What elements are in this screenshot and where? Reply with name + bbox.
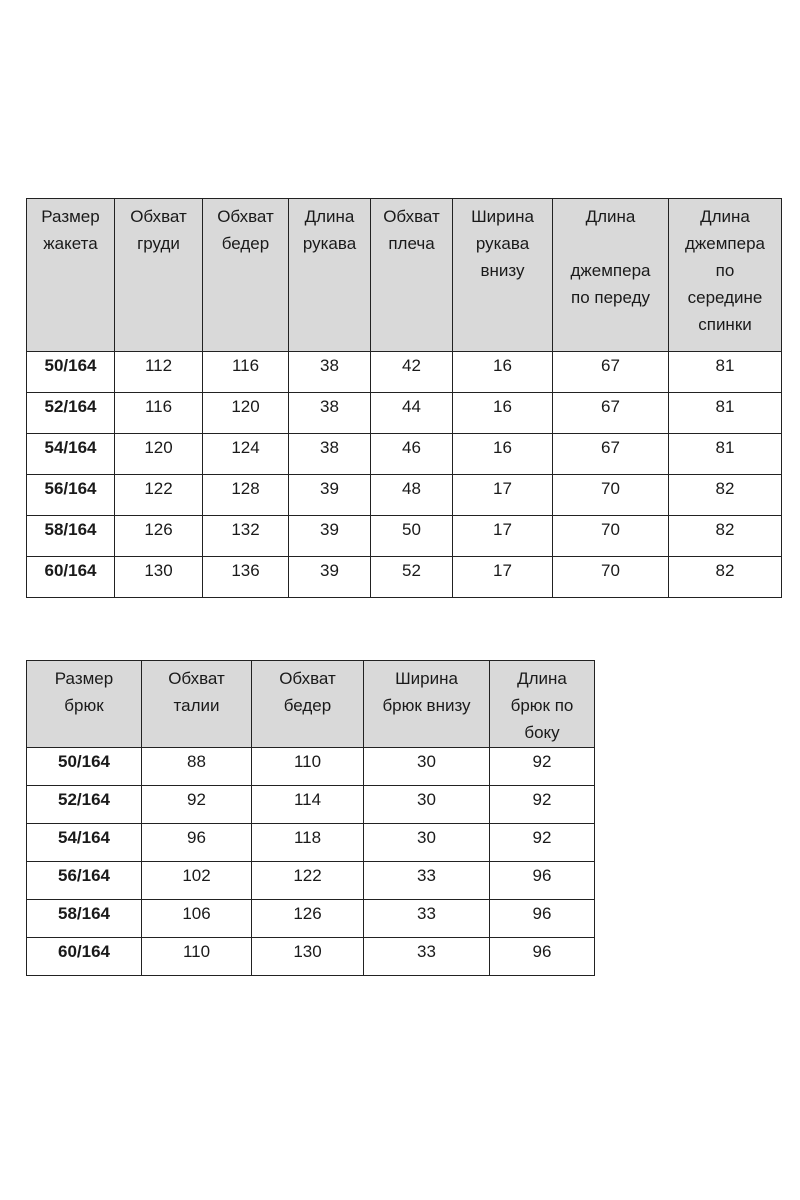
table-cell: 16 xyxy=(453,393,553,434)
table-cell: 52 xyxy=(371,557,453,598)
table-cell: 39 xyxy=(289,475,371,516)
table-cell: 16 xyxy=(453,352,553,393)
table-cell: 81 xyxy=(669,352,782,393)
table-row xyxy=(27,475,782,516)
table-row xyxy=(27,900,595,938)
table-cell: 39 xyxy=(289,516,371,557)
size-cell: 58/164 xyxy=(27,900,142,938)
table-cell: 130 xyxy=(115,557,203,598)
table-cell: 33 xyxy=(364,900,490,938)
table-row xyxy=(27,393,782,434)
table-cell: 96 xyxy=(490,862,595,900)
table-cell: 96 xyxy=(490,900,595,938)
table-row xyxy=(27,516,782,557)
table-cell: 67 xyxy=(553,352,669,393)
table-cell: 81 xyxy=(669,393,782,434)
table-header-row xyxy=(27,199,782,352)
table-cell: 33 xyxy=(364,862,490,900)
table-row xyxy=(27,352,782,393)
table-row xyxy=(27,938,595,976)
table-cell: 67 xyxy=(553,434,669,475)
table-cell: 88 xyxy=(142,748,252,786)
table-cell: 17 xyxy=(453,557,553,598)
size-cell: 52/164 xyxy=(27,393,115,434)
table-cell: 81 xyxy=(669,434,782,475)
size-cell: 54/164 xyxy=(27,824,142,862)
header-sleeve-width-bottom: Ширина рукава внизу xyxy=(453,199,553,352)
table-cell: 38 xyxy=(289,352,371,393)
table-cell: 92 xyxy=(490,786,595,824)
table-row xyxy=(27,557,782,598)
header-shoulder-girth: Обхват плеча xyxy=(371,199,453,352)
table-row xyxy=(27,748,595,786)
table-cell: 82 xyxy=(669,557,782,598)
table-cell: 106 xyxy=(142,900,252,938)
size-cell: 52/164 xyxy=(27,786,142,824)
table-header-row xyxy=(27,661,595,748)
size-cell: 60/164 xyxy=(27,938,142,976)
table-cell: 33 xyxy=(364,938,490,976)
table-cell: 96 xyxy=(142,824,252,862)
table-cell: 110 xyxy=(142,938,252,976)
table-cell: 50 xyxy=(371,516,453,557)
header-front-length: Длина джемпера по переду xyxy=(553,199,669,352)
table-cell: 42 xyxy=(371,352,453,393)
table-cell: 124 xyxy=(203,434,289,475)
table-cell: 130 xyxy=(252,938,364,976)
table-cell: 48 xyxy=(371,475,453,516)
header-size-jacket: Размер жакета xyxy=(27,199,115,352)
table-cell: 102 xyxy=(142,862,252,900)
table-cell: 132 xyxy=(203,516,289,557)
table-cell: 136 xyxy=(203,557,289,598)
table-cell: 70 xyxy=(553,516,669,557)
trousers-size-table xyxy=(26,660,595,976)
table-cell: 122 xyxy=(115,475,203,516)
header-side-length: Длина брюк по боку xyxy=(490,661,595,748)
table-cell: 70 xyxy=(553,557,669,598)
table-cell: 112 xyxy=(115,352,203,393)
table-cell: 44 xyxy=(371,393,453,434)
table-cell: 92 xyxy=(490,748,595,786)
table-cell: 30 xyxy=(364,786,490,824)
table-cell: 16 xyxy=(453,434,553,475)
size-cell: 56/164 xyxy=(27,475,115,516)
header-hip-girth: Обхват бедер xyxy=(252,661,364,748)
table-row xyxy=(27,862,595,900)
table-cell: 30 xyxy=(364,824,490,862)
table-cell: 92 xyxy=(142,786,252,824)
table-cell: 120 xyxy=(203,393,289,434)
table-cell: 82 xyxy=(669,516,782,557)
header-waist-girth: Обхват талии xyxy=(142,661,252,748)
table-cell: 17 xyxy=(453,516,553,557)
table-cell: 128 xyxy=(203,475,289,516)
table-cell: 38 xyxy=(289,393,371,434)
header-size-trousers: Размер брюк xyxy=(27,661,142,748)
table-cell: 30 xyxy=(364,748,490,786)
table-cell: 96 xyxy=(490,938,595,976)
table-row xyxy=(27,824,595,862)
table-cell: 114 xyxy=(252,786,364,824)
table-cell: 67 xyxy=(553,393,669,434)
table-cell: 118 xyxy=(252,824,364,862)
size-cell: 50/164 xyxy=(27,748,142,786)
header-hip-girth: Обхват бедер xyxy=(203,199,289,352)
table-cell: 120 xyxy=(115,434,203,475)
header-chest-girth: Обхват груди xyxy=(115,199,203,352)
size-cell: 60/164 xyxy=(27,557,115,598)
table-cell: 116 xyxy=(115,393,203,434)
header-sleeve-length: Длина рукава xyxy=(289,199,371,352)
table-cell: 126 xyxy=(252,900,364,938)
table-cell: 122 xyxy=(252,862,364,900)
table-cell: 46 xyxy=(371,434,453,475)
size-cell: 56/164 xyxy=(27,862,142,900)
table-cell: 110 xyxy=(252,748,364,786)
jacket-size-table xyxy=(26,198,782,598)
size-cell: 50/164 xyxy=(27,352,115,393)
size-cell: 54/164 xyxy=(27,434,115,475)
table-row xyxy=(27,434,782,475)
table-cell: 116 xyxy=(203,352,289,393)
size-cell: 58/164 xyxy=(27,516,115,557)
header-back-length: Длина джемпера по середине спинки xyxy=(669,199,782,352)
table-cell: 39 xyxy=(289,557,371,598)
table-cell: 70 xyxy=(553,475,669,516)
table-cell: 17 xyxy=(453,475,553,516)
table-cell: 38 xyxy=(289,434,371,475)
table-row xyxy=(27,786,595,824)
header-trouser-width-bottom: Ширина брюк внизу xyxy=(364,661,490,748)
table-cell: 82 xyxy=(669,475,782,516)
table-cell: 92 xyxy=(490,824,595,862)
table-cell: 126 xyxy=(115,516,203,557)
